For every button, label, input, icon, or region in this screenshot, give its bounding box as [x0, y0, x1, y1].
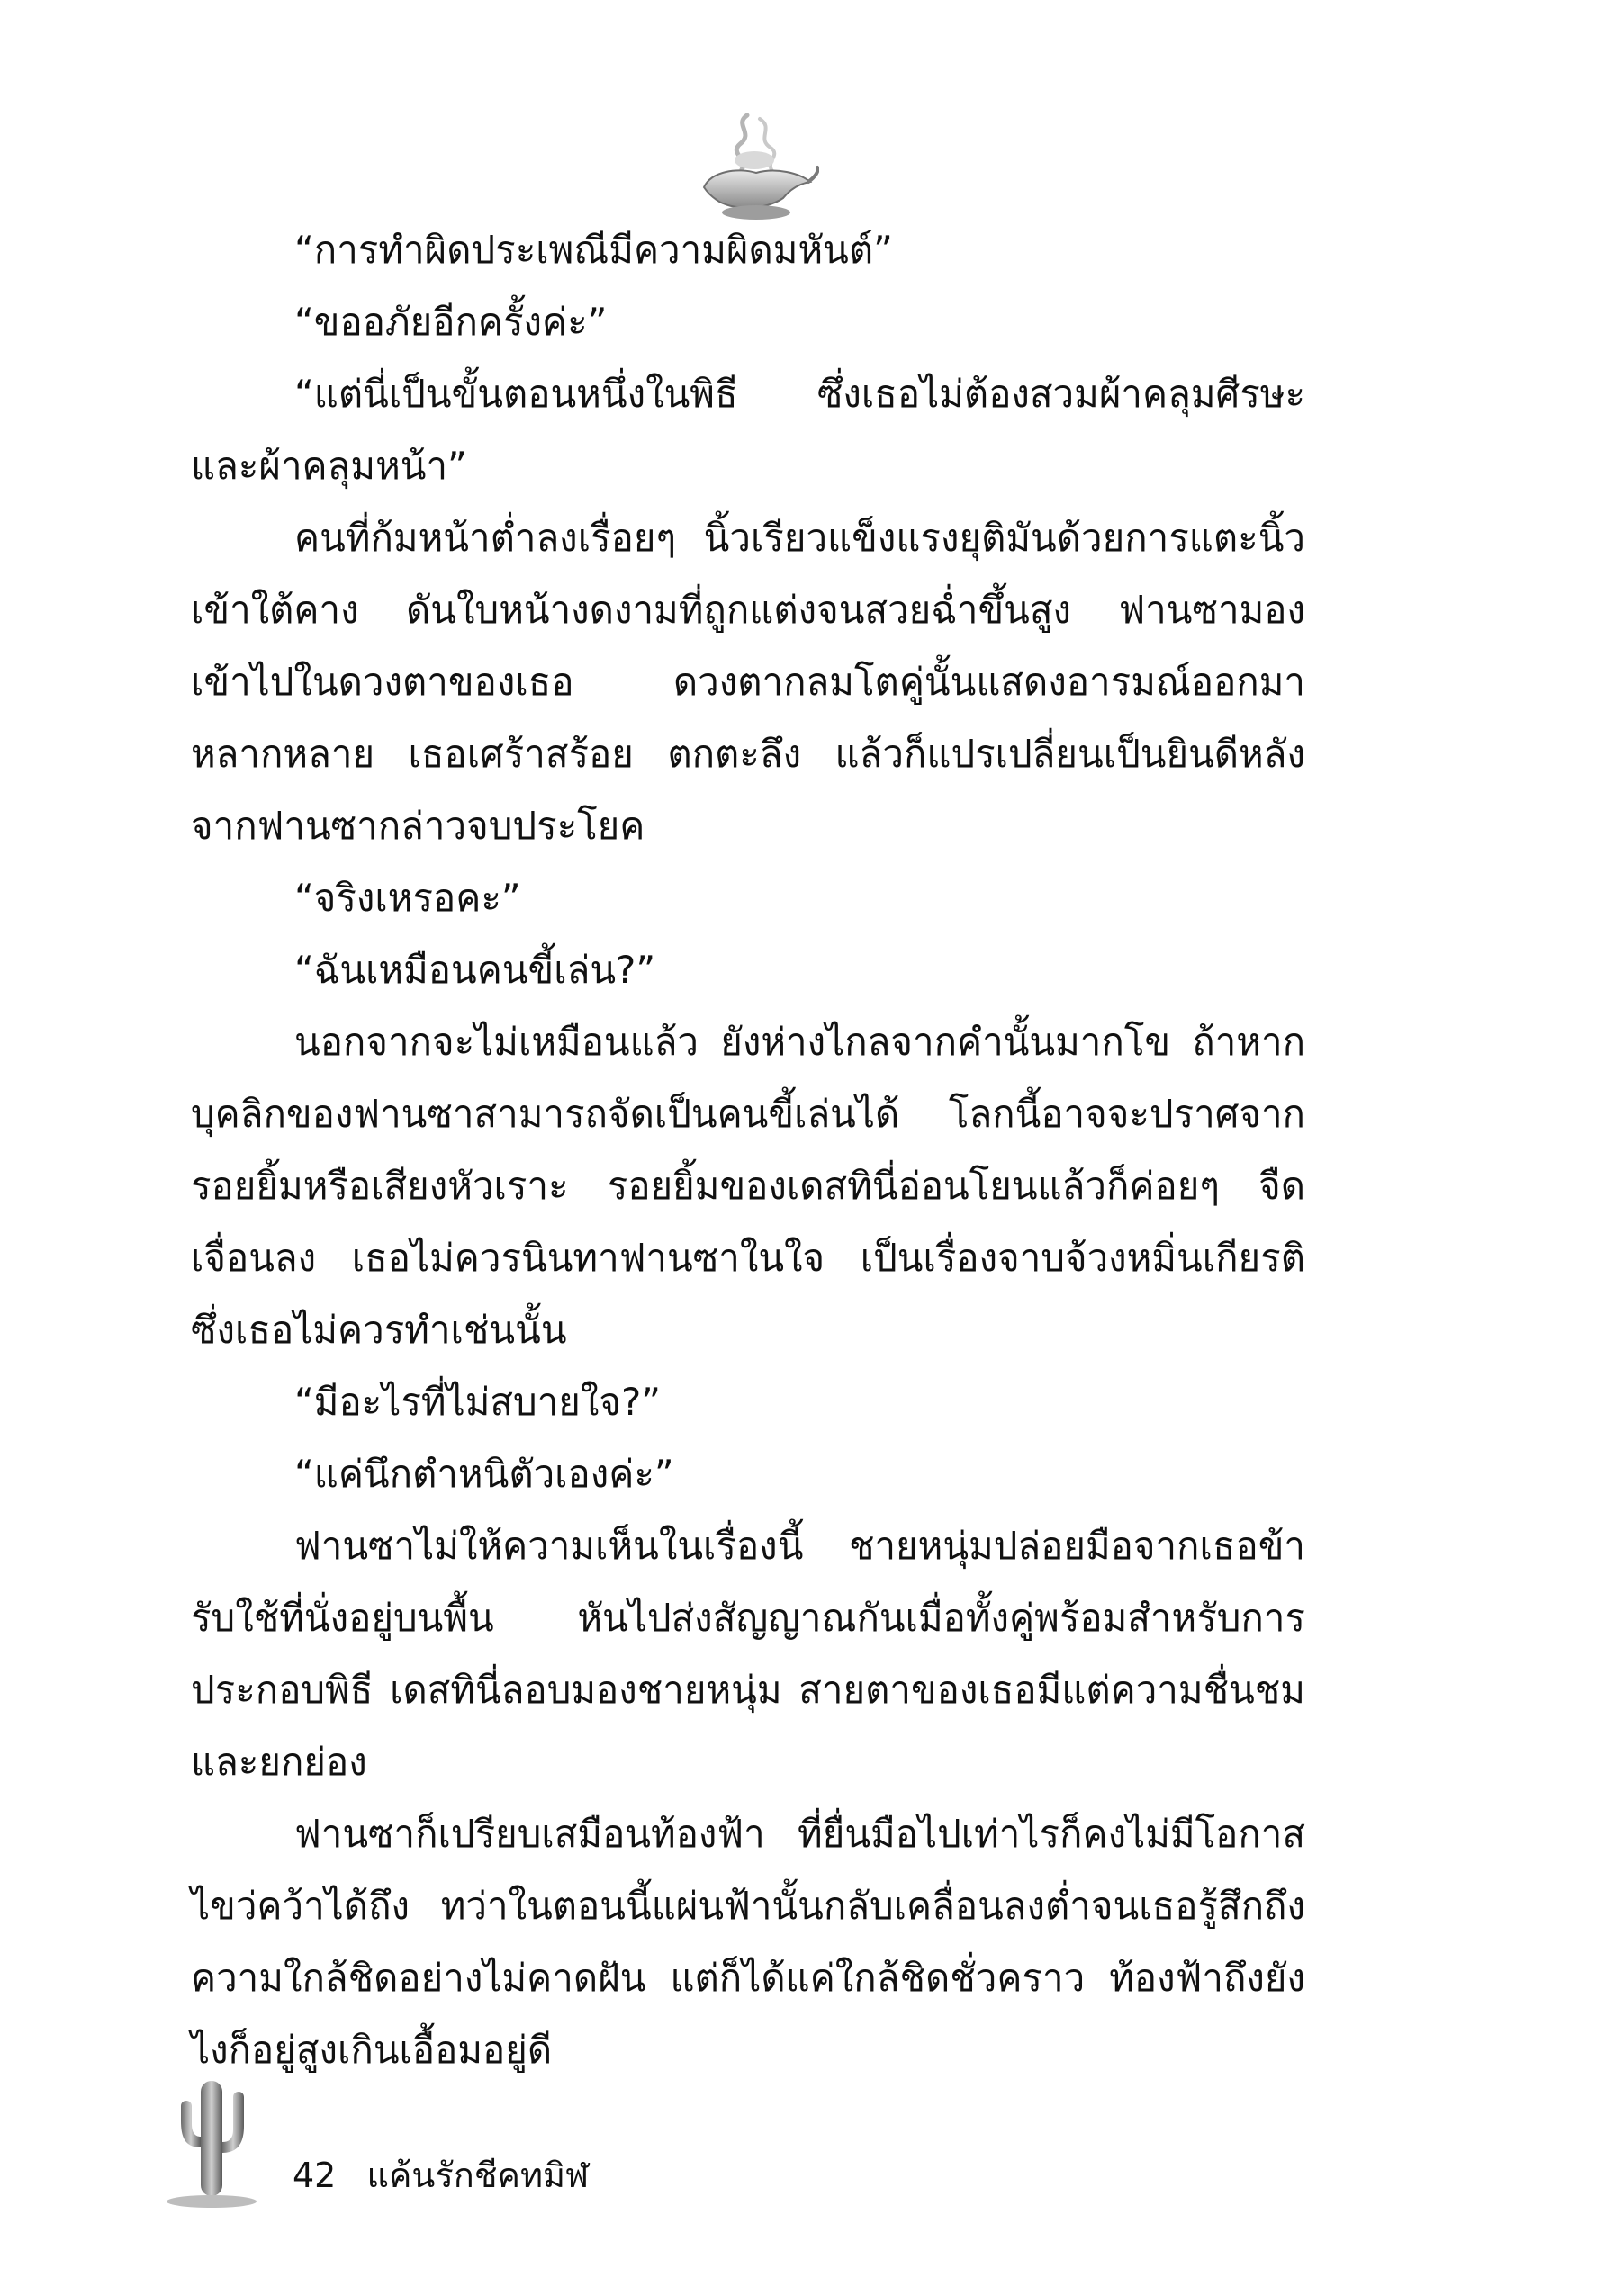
paragraph: นอกจากจะไม่เหมือนแล้ว ยังห่างไกลจากคำนั้นมากโข ถ้าหากบุคลิกของฟานซาสามารถจัดเป็นคนขี้เล่นได้ โลกนี้อาจจะปราศจากรอยยิ้มหรือเสียงหัวเราะ รอยยิ้มของเดสทินี่อ่อนโยนแล้วก็ค่อยๆ จืดเจื่อนลง เธอไม่ควรนินทาฟานซาในใจ เป็นเรื่องจาบจ้วงหมิ่นเกียรติ ซึ่งเธอไม่ควรทำเช่นนั้น [191, 1020, 1305, 1352]
paragraph: “แต่นี่เป็นขั้นตอนหนึ่งในพิธี ซึ่งเธอไม่ต้องสวมผ้าคลุมศีรษะและผ้าคลุมหน้า” [191, 372, 1305, 488]
paragraph: ฟานซาก็เปรียบเสมือนท้องฟ้า ที่ยื่นมือไปเท่าไรก็คงไม่มีโอกาสไขว่คว้าได้ถึง ทว่าในตอนนี้แผ่นฟ้านั้นกลับเคลื่อนลงต่ำจนเธอรู้สึกถึงความใกล้ชิดอย่างไม่คาดฝัน แต่ก็ได้แค่ใกล้ชิดชั่วคราว ท้องฟ้าถึงยังไงก็อยู่สูงเกินเอื้อมอยู่ดี [191, 1812, 1305, 2072]
dialog-line: “ฉันเหมือนคนขี้เล่น?” [294, 948, 656, 992]
dialog-line: “จริงเหรอคะ” [294, 876, 521, 920]
dialog-line: “แค่นึกตำหนิตัวเองค่ะ” [294, 1452, 674, 1496]
body-text [191, 214, 1305, 2086]
page-footer [158, 2070, 788, 2214]
dialog-line: “การทำผิดประเพณีมีความผิดมหันต์” [294, 228, 893, 272]
page-number: 42 [293, 2156, 337, 2195]
book-title: แค้นรักชีคทมิฬ [366, 2156, 590, 2195]
oil-lamp-icon [684, 108, 819, 225]
paragraph: คนที่ก้มหน้าต่ำลงเรื่อยๆ นิ้วเรียวแข็งแรงยุติมันด้วยการแตะนิ้วเข้าใต้คาง ดันใบหน้างดงามที่ถูกแต่งจนสวยฉ่ำขึ้นสูง ฟานซามองเข้าไปในดวงตาของเธอ ดวงตากลมโตคู่นั้นแสดงอารมณ์ออกมาหลากหลาย เธอเศร้าสร้อย ตกตะลึง แล้วก็แปรเปลี่ยนเป็นยินดีหลังจากฟานซากล่าวจบประโยค [191, 516, 1305, 848]
dialog-line: “มีอะไรที่ไม่สบายใจ?” [294, 1380, 662, 1424]
cactus-icon [158, 2070, 266, 2214]
dialog-line: “ขออภัยอีกครั้งค่ะ” [294, 300, 608, 344]
folio [293, 2153, 589, 2198]
paragraph: ฟานซาไม่ให้ความเห็นในเรื่องนี้ ชายหนุ่มปล่อยมือจากเธอข้ารับใช้ที่นั่งอยู่บนพื้น หันไปส่งสัญญาณกันเมื่อทั้งคู่พร้อมสำหรับการประกอบพิธี เดสทินี่ลอบมองชายหนุ่ม สายตาของเธอมีแต่ความชื่นชมและยกย่อง [191, 1524, 1305, 1784]
